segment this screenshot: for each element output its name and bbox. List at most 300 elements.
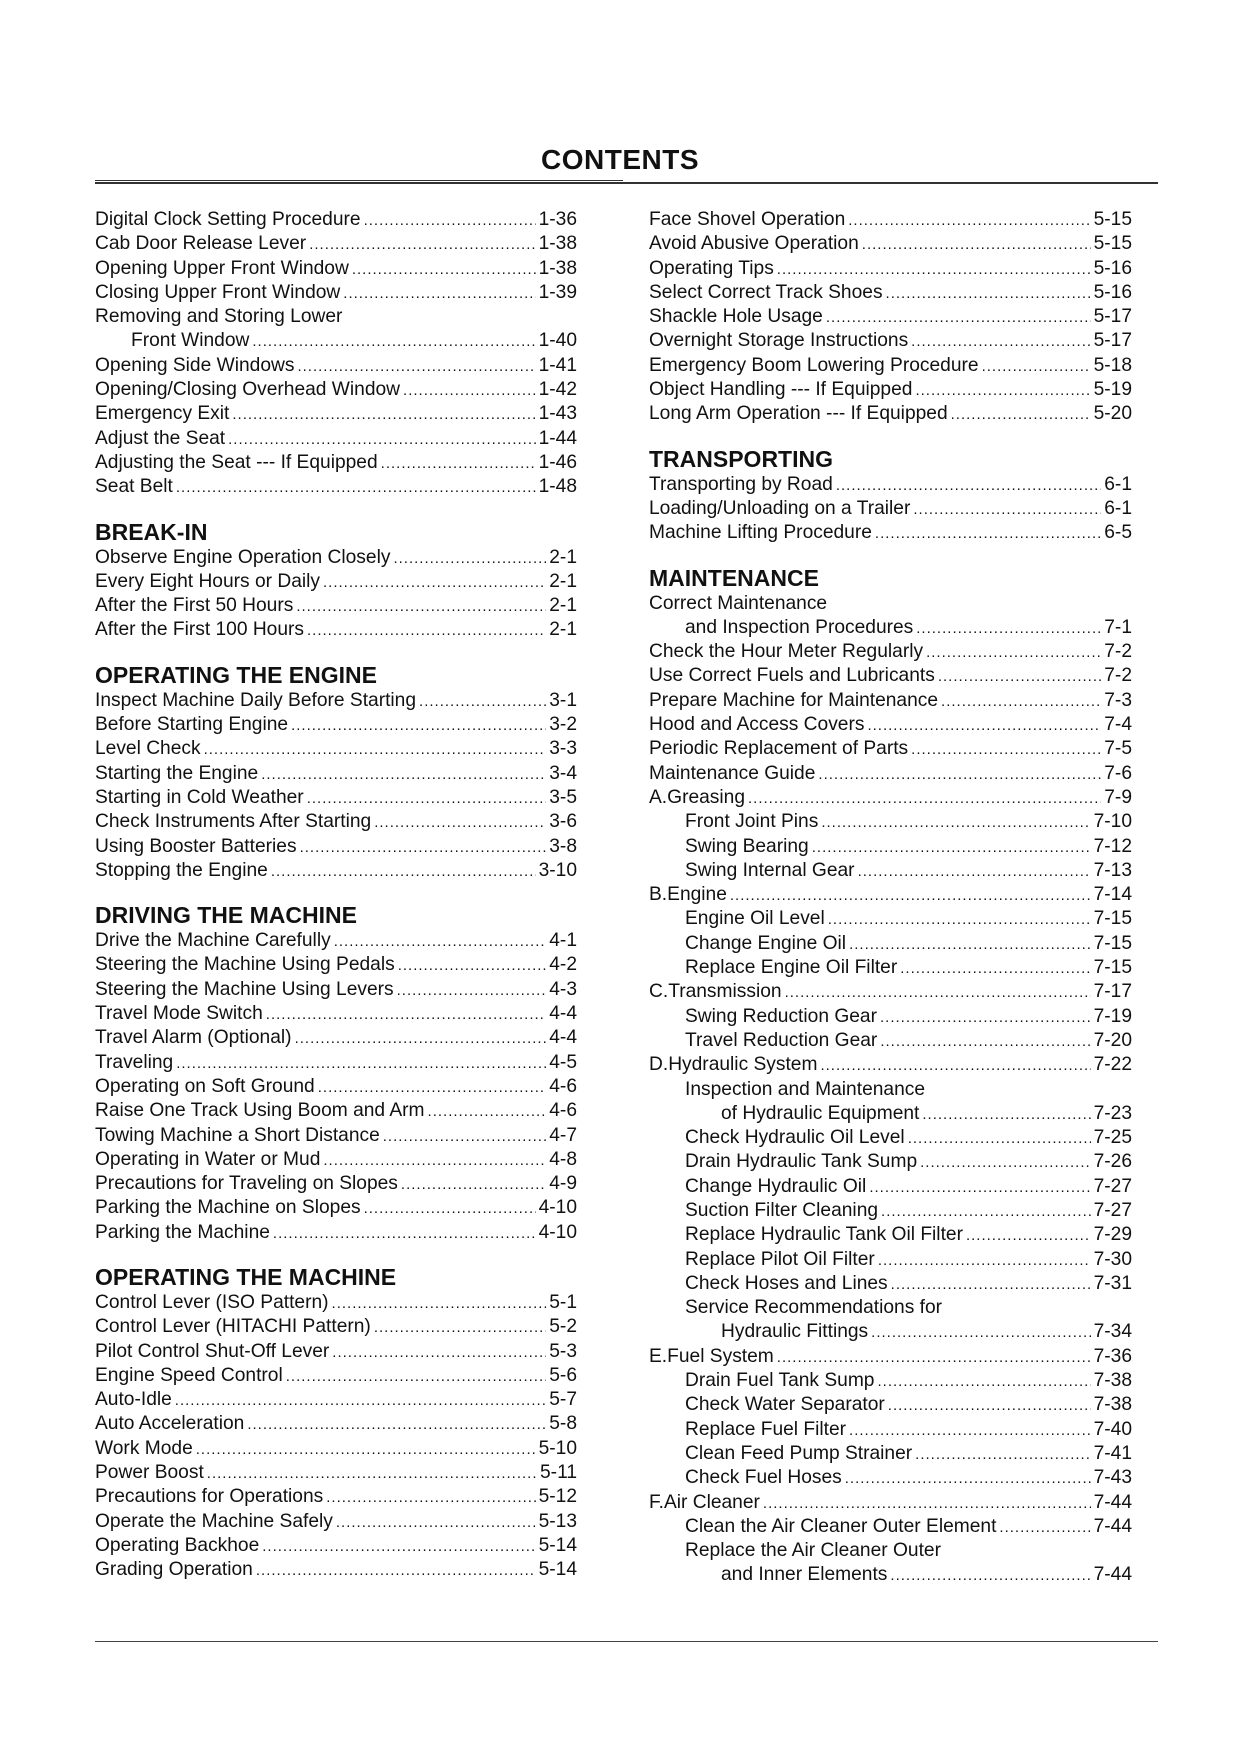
toc-entry-label: After the First 100 Hours — [95, 619, 305, 641]
toc-entry-page-number: 3-2 — [549, 714, 577, 736]
toc-entry[interactable] — [95, 329, 577, 353]
toc-entry-label: Service Recommendations for — [685, 1297, 943, 1319]
toc-entry[interactable] — [95, 1437, 577, 1461]
toc-entry-page-number: 4-4 — [549, 1027, 577, 1049]
toc-entry-continued[interactable] — [95, 305, 577, 329]
toc-entry-page-number: 6-1 — [1104, 473, 1132, 495]
toc-entry[interactable] — [95, 1461, 577, 1485]
toc-dot-leader — [812, 836, 1091, 860]
toc-entry-label: Check Instruments After Starting — [95, 811, 372, 833]
toc-dot-leader — [336, 1511, 536, 1535]
toc-entry[interactable] — [95, 929, 577, 953]
toc-dot-leader — [266, 1003, 546, 1027]
toc-entry[interactable] — [95, 1026, 577, 1050]
toc-entry-label: Auto-Idle — [95, 1389, 172, 1411]
toc-entry-page-number: 3-3 — [549, 738, 577, 760]
toc-dot-leader — [862, 233, 1091, 257]
toc-entry-letter: A. — [649, 786, 668, 808]
toc-entry-label: Operating Tips — [649, 257, 774, 279]
toc-entry[interactable] — [95, 1364, 577, 1388]
toc-entry-label: Precautions for Operations — [95, 1486, 324, 1508]
toc-dot-leader — [307, 787, 547, 811]
toc-dot-leader — [821, 811, 1090, 835]
toc-entry-page-number: 5-3 — [549, 1340, 577, 1362]
toc-entry[interactable] — [95, 1315, 577, 1339]
toc-entry[interactable] — [649, 281, 1132, 305]
toc-entry-label: Avoid Abusive Operation — [649, 233, 859, 255]
toc-section-operating-engine — [95, 689, 577, 883]
toc-entry[interactable] — [95, 1534, 577, 1558]
toc-entry-page-number: 5-13 — [538, 1510, 577, 1532]
toc-entry[interactable] — [649, 883, 1132, 907]
toc-section-maintenance — [649, 592, 1132, 1588]
toc-entry[interactable] — [95, 1051, 577, 1075]
toc-entry[interactable] — [95, 762, 577, 786]
toc-dot-leader — [334, 930, 547, 954]
toc-entry-label: Opening Upper Front Window — [95, 257, 349, 279]
toc-entry-label: Inspect Machine Daily Before Starting — [95, 689, 417, 711]
toc-entry[interactable] — [649, 1345, 1132, 1369]
toc-dot-leader — [915, 1443, 1090, 1467]
toc-dot-leader — [951, 403, 1091, 427]
toc-entry-label: Digital Clock Setting Procedure — [95, 209, 361, 230]
toc-dot-leader — [938, 665, 1101, 689]
toc-dot-leader — [401, 1173, 546, 1197]
toc-entry[interactable] — [95, 378, 577, 402]
toc-entry-label: Check Fuel Hoses — [685, 1467, 842, 1489]
toc-entry[interactable] — [95, 402, 577, 426]
toc-entry-page-number: 7-43 — [1093, 1467, 1132, 1489]
toc-dot-leader — [911, 738, 1101, 762]
toc-entry-label: Before Starting Engine — [95, 714, 289, 736]
toc-entry-label: of Hydraulic Equipment — [721, 1102, 920, 1124]
toc-entry[interactable] — [95, 618, 577, 642]
toc-entry[interactable] — [95, 1340, 577, 1364]
toc-dot-leader — [785, 981, 1091, 1005]
toc-entry[interactable] — [95, 1099, 577, 1123]
toc-entry[interactable] — [649, 1150, 1132, 1174]
toc-entry[interactable] — [649, 907, 1132, 931]
toc-entry-page-number: 3-5 — [549, 786, 577, 808]
toc-dot-leader — [763, 1492, 1091, 1516]
toc-entry-label: Overnight Storage Instructions — [649, 330, 909, 352]
toc-entry-page-number: 1-43 — [538, 403, 577, 425]
toc-entry-label: Steering the Machine Using Pedals — [95, 954, 395, 976]
toc-entry-page-number: 7-30 — [1093, 1248, 1132, 1270]
toc-entry[interactable] — [95, 1172, 577, 1196]
toc-entry[interactable] — [649, 329, 1132, 353]
toc-entry[interactable] — [649, 1005, 1132, 1029]
toc-entry-page-number: 6-1 — [1104, 497, 1132, 519]
toc-entry[interactable] — [95, 475, 577, 499]
toc-entry[interactable] — [649, 1223, 1132, 1247]
toc-entry-continued[interactable] — [649, 1296, 1132, 1320]
toc-entry-page-number: 5-14 — [538, 1559, 577, 1581]
toc-dot-leader — [908, 1127, 1091, 1151]
toc-dot-leader — [920, 1151, 1090, 1175]
toc-section-break-in — [95, 546, 577, 643]
toc-entry-label: Precautions for Traveling on Slopes — [95, 1173, 398, 1195]
toc-dot-leader — [307, 619, 546, 643]
toc-dot-leader — [777, 1346, 1091, 1370]
toc-entry[interactable] — [95, 546, 577, 570]
toc-entry-page-number: 7-6 — [1104, 762, 1132, 784]
toc-dot-leader — [374, 811, 546, 835]
toc-entry[interactable] — [649, 1248, 1132, 1272]
toc-entry[interactable] — [649, 859, 1132, 883]
toc-dot-leader — [273, 1222, 536, 1246]
toc-entry-label: Clean Feed Pump Strainer — [685, 1442, 913, 1464]
toc-dot-leader — [291, 714, 546, 738]
toc-entry[interactable] — [649, 1029, 1132, 1053]
toc-dot-leader — [900, 957, 1090, 981]
toc-entry-page-number: 5-1 — [549, 1291, 577, 1313]
toc-dot-leader — [849, 1419, 1091, 1443]
toc-dot-leader — [849, 933, 1091, 957]
toc-entry-page-number: 1-36 — [538, 209, 577, 230]
toc-entry[interactable] — [649, 1442, 1132, 1466]
toc-entry-label: Suction Filter Cleaning — [685, 1199, 879, 1221]
toc-entry-page-number: 5-14 — [538, 1534, 577, 1556]
toc-dot-leader — [915, 379, 1090, 403]
toc-entry-label: Opening/Closing Overhead Window — [95, 379, 401, 401]
toc-entry-page-number: 7-1 — [1104, 616, 1132, 638]
toc-entry[interactable] — [649, 1563, 1132, 1587]
toc-entry-page-number: 7-38 — [1093, 1370, 1132, 1392]
toc-dot-leader — [398, 954, 547, 978]
toc-entry[interactable] — [649, 1272, 1132, 1296]
toc-entry-label: Control Lever (ISO Pattern) — [95, 1291, 329, 1313]
toc-entry[interactable] — [649, 835, 1132, 859]
toc-entry-label: Hydraulic Fittings — [721, 1321, 869, 1343]
toc-dot-leader — [323, 571, 546, 595]
toc-dot-leader — [323, 1149, 546, 1173]
toc-entry-label: Front Window — [131, 330, 250, 352]
toc-entry[interactable] — [649, 521, 1132, 545]
toc-entry[interactable] — [649, 810, 1132, 834]
toc-entry-label: Observe Engine Operation Closely — [95, 546, 391, 568]
toc-entry[interactable] — [649, 1466, 1132, 1490]
toc-entry-label: Cab Door Release Lever — [95, 233, 307, 255]
toc-dot-leader — [262, 1535, 535, 1559]
toc-entry[interactable] — [649, 497, 1132, 521]
left-column — [95, 208, 577, 1583]
toc-entry[interactable] — [649, 1053, 1132, 1077]
toc-entry-page-number: 4-9 — [549, 1173, 577, 1195]
toc-entry-page-number: 7-22 — [1093, 1054, 1132, 1076]
toc-entry[interactable] — [95, 1221, 577, 1245]
toc-entry-label: Parking the Machine — [95, 1221, 270, 1243]
toc-entry[interactable] — [649, 1393, 1132, 1417]
toc-entry[interactable] — [95, 594, 577, 618]
toc-entry-page-number: 7-15 — [1093, 957, 1132, 979]
toc-entry[interactable] — [649, 737, 1132, 761]
toc-entry-label: Hydraulic System — [668, 1054, 818, 1076]
toc-entry[interactable] — [95, 859, 577, 883]
toc-entry-page-number: 7-14 — [1093, 884, 1132, 906]
toc-entry[interactable] — [95, 281, 577, 305]
toc-section-cab — [95, 208, 577, 500]
toc-entry-page-number: 1-42 — [538, 379, 577, 401]
toc-entry-page-number: 7-26 — [1093, 1151, 1132, 1173]
toc-dot-leader — [869, 1176, 1090, 1200]
toc-entry-page-number: 4-6 — [549, 1100, 577, 1122]
toc-dot-leader — [875, 522, 1101, 546]
toc-entry-label: Auto Acceleration — [95, 1413, 245, 1435]
toc-dot-leader — [309, 233, 535, 257]
toc-entry-label: Emergency Exit — [95, 403, 230, 425]
toc-entry[interactable] — [649, 1199, 1132, 1223]
toc-dot-leader — [836, 474, 1101, 498]
toc-entry-label: Engine Speed Control — [95, 1364, 283, 1386]
toc-entry[interactable] — [649, 640, 1132, 664]
toc-entry-page-number: 5-11 — [540, 1462, 577, 1484]
toc-entry[interactable] — [95, 208, 577, 232]
toc-entry-label: Starting the Engine — [95, 762, 259, 784]
toc-entry-label: Grading Operation — [95, 1559, 253, 1581]
toc-entry[interactable] — [649, 257, 1132, 281]
toc-dot-leader — [419, 690, 546, 714]
toc-entry[interactable] — [649, 1102, 1132, 1126]
toc-entry-page-number: 7-44 — [1093, 1491, 1132, 1513]
toc-entry-continued[interactable] — [649, 1539, 1132, 1563]
toc-entry-label: Loading/Unloading on a Trailer — [649, 497, 911, 519]
toc-entry-page-number: 4-10 — [538, 1221, 577, 1243]
toc-dot-leader — [428, 1100, 547, 1124]
toc-dot-leader — [228, 428, 535, 452]
toc-entry-page-number: 3-10 — [538, 859, 577, 881]
toc-entry-page-number: 7-44 — [1093, 1564, 1132, 1586]
toc-entry[interactable] — [95, 810, 577, 834]
toc-dot-leader — [913, 498, 1101, 522]
toc-entry-page-number: 7-36 — [1093, 1345, 1132, 1367]
toc-entry-label: Steering the Machine Using Levers — [95, 978, 394, 1000]
toc-dot-leader — [300, 836, 547, 860]
title-rule — [95, 182, 1158, 184]
toc-entry-label: Seat Belt — [95, 476, 173, 498]
toc-entry-page-number: 5-8 — [549, 1413, 577, 1435]
toc-entry-page-number: 4-10 — [538, 1197, 577, 1219]
toc-entry-label: Operate the Machine Safely — [95, 1510, 333, 1532]
toc-entry-page-number: 5-20 — [1093, 403, 1132, 425]
toc-dot-leader — [982, 355, 1091, 379]
toc-entry[interactable] — [649, 1369, 1132, 1393]
toc-dot-leader — [911, 330, 1090, 354]
toc-entry[interactable] — [95, 713, 577, 737]
toc-dot-leader — [966, 1224, 1091, 1248]
toc-entry-page-number: 5-2 — [549, 1316, 577, 1338]
toc-entry-label: Drive the Machine Carefully — [95, 930, 331, 952]
toc-entry-label: Machine Lifting Procedure — [649, 522, 872, 544]
toc-entry-label: Removing and Storing Lower — [95, 306, 343, 328]
toc-entry[interactable] — [95, 1196, 577, 1220]
toc-entry-page-number: 3-6 — [549, 811, 577, 833]
toc-entry-continued[interactable] — [649, 1078, 1132, 1102]
toc-entry[interactable] — [649, 1515, 1132, 1539]
right-column — [649, 208, 1132, 1588]
toc-entry[interactable] — [95, 1148, 577, 1172]
toc-entry-label: Change Hydraulic Oil — [685, 1175, 867, 1197]
toc-entry[interactable] — [95, 451, 577, 475]
toc-entry[interactable] — [95, 427, 577, 451]
toc-entry-page-number: 7-40 — [1093, 1418, 1132, 1440]
toc-entry[interactable] — [649, 713, 1132, 737]
toc-dot-leader — [383, 1125, 547, 1149]
toc-entry-page-number: 5-19 — [1093, 379, 1132, 401]
toc-entry-label: Long Arm Operation --- If Equipped — [649, 403, 948, 425]
toc-entry[interactable] — [95, 354, 577, 378]
toc-dot-leader — [286, 1365, 547, 1389]
toc-entry-page-number: 7-9 — [1104, 786, 1132, 808]
toc-entry[interactable] — [649, 664, 1132, 688]
toc-entry[interactable] — [95, 835, 577, 859]
toc-entry[interactable] — [649, 616, 1132, 640]
toc-entry-page-number: 3-1 — [549, 689, 577, 711]
toc-entry-page-number: 1-38 — [538, 257, 577, 279]
toc-entry-page-number: 5-16 — [1093, 257, 1132, 279]
toc-entry-page-number: 7-4 — [1104, 714, 1132, 736]
toc-entry[interactable] — [95, 257, 577, 281]
toc-dot-leader — [999, 1516, 1090, 1540]
toc-dot-leader — [881, 1200, 1091, 1224]
toc-entry[interactable] — [649, 1320, 1132, 1344]
toc-entry-label: Replace Hydraulic Tank Oil Filter — [685, 1224, 963, 1246]
toc-entry-label: Engine Oil Level — [685, 908, 825, 930]
toc-entry-page-number: 5-10 — [538, 1437, 577, 1459]
toc-entry-page-number: 5-16 — [1093, 281, 1132, 303]
toc-entry-label: Replace Pilot Oil Filter — [685, 1248, 875, 1270]
toc-dot-leader — [397, 979, 547, 1003]
toc-entry-label: Swing Reduction Gear — [685, 1005, 877, 1027]
toc-entry[interactable] — [649, 232, 1132, 256]
toc-entry-label: Check the Hour Meter Regularly — [649, 641, 924, 663]
toc-entry-label: Front Joint Pins — [685, 811, 819, 833]
toc-entry[interactable] — [649, 932, 1132, 956]
toc-entry[interactable] — [649, 354, 1132, 378]
toc-entry[interactable] — [649, 980, 1132, 1004]
toc-dot-leader — [916, 617, 1101, 641]
toc-entry[interactable] — [95, 737, 577, 761]
toc-dot-leader — [941, 690, 1101, 714]
toc-entry[interactable] — [95, 1412, 577, 1436]
toc-dot-leader — [175, 1389, 546, 1413]
toc-dot-leader — [403, 379, 536, 403]
toc-entry-page-number: 1-39 — [538, 281, 577, 303]
toc-entry[interactable] — [649, 305, 1132, 329]
toc-entry[interactable] — [95, 1002, 577, 1026]
toc-entry-label: Travel Reduction Gear — [685, 1029, 878, 1051]
toc-dot-leader — [922, 1103, 1090, 1127]
toc-entry-page-number: 5-18 — [1093, 354, 1132, 376]
toc-entry[interactable] — [649, 689, 1132, 713]
toc-entry-page-number: 7-29 — [1093, 1224, 1132, 1246]
toc-entry-label: Emergency Boom Lowering Procedure — [649, 354, 979, 376]
toc-entry[interactable] — [95, 953, 577, 977]
toc-entry[interactable] — [95, 1291, 577, 1315]
toc-entry-page-number: 5-15 — [1093, 233, 1132, 255]
toc-entry[interactable] — [649, 1491, 1132, 1515]
toc-entry-continued[interactable] — [649, 592, 1132, 616]
toc-entry-label: Check Hoses and Lines — [685, 1272, 888, 1294]
toc-entry-label: Maintenance Guide — [649, 762, 816, 784]
toc-entry-page-number: 4-7 — [549, 1124, 577, 1146]
toc-entry-page-number: 5-7 — [549, 1389, 577, 1411]
toc-entry-label: Replace the Air Cleaner Outer — [685, 1540, 941, 1562]
toc-dot-leader — [247, 1413, 546, 1437]
toc-entry-page-number: 4-4 — [549, 1003, 577, 1025]
toc-dot-leader — [878, 1249, 1091, 1273]
toc-entry-letter: F. — [649, 1491, 664, 1513]
toc-entry[interactable] — [649, 1418, 1132, 1442]
toc-dot-leader — [891, 1273, 1091, 1297]
toc-entry-label: Traveling — [95, 1051, 174, 1073]
toc-entry[interactable] — [649, 473, 1132, 497]
toc-entry[interactable] — [95, 978, 577, 1002]
toc-dot-leader — [381, 452, 536, 476]
toc-dot-leader — [232, 403, 535, 427]
toc-entry[interactable] — [95, 1388, 577, 1412]
toc-entry[interactable] — [649, 378, 1132, 402]
toc-entry[interactable] — [649, 762, 1132, 786]
toc-entry-page-number: 7-23 — [1093, 1102, 1132, 1124]
toc-entry[interactable] — [649, 208, 1132, 232]
toc-entry[interactable] — [95, 232, 577, 256]
toc-dot-leader — [748, 787, 1101, 811]
toc-dot-leader — [858, 860, 1091, 884]
toc-entry-label: Using Booster Batteries — [95, 835, 297, 857]
toc-entry[interactable] — [95, 1075, 577, 1099]
toc-entry-label: Correct Maintenance — [649, 592, 828, 614]
toc-entry[interactable] — [95, 689, 577, 713]
toc-dot-leader — [871, 1321, 1090, 1345]
toc-entry[interactable] — [649, 956, 1132, 980]
toc-entry-label: Raise One Track Using Boom and Arm — [95, 1100, 425, 1122]
toc-entry-page-number: 4-6 — [549, 1075, 577, 1097]
toc-entry-label: Transmission — [668, 981, 782, 1003]
toc-entry-letter: C. — [649, 981, 669, 1003]
toc-entry[interactable] — [649, 402, 1132, 426]
toc-dot-leader — [393, 547, 546, 571]
toc-dot-leader — [818, 763, 1101, 787]
toc-entry-page-number: 7-12 — [1093, 835, 1132, 857]
toc-entry[interactable] — [649, 1175, 1132, 1199]
toc-dot-leader — [176, 476, 536, 500]
toc-entry[interactable] — [95, 1558, 577, 1582]
toc-entry-page-number: 5-6 — [549, 1364, 577, 1386]
toc-dot-leader — [207, 1462, 537, 1486]
toc-entry[interactable] — [649, 786, 1132, 810]
toc-entry-page-number: 7-5 — [1104, 738, 1132, 760]
toc-entry-label: Use Correct Fuels and Lubricants — [649, 665, 935, 687]
toc-dot-leader — [318, 1076, 547, 1100]
toc-entry-page-number: 3-4 — [549, 762, 577, 784]
toc-entry-label: Periodic Replacement of Parts — [649, 738, 909, 760]
toc-dot-leader — [777, 258, 1091, 282]
toc-entry[interactable] — [95, 570, 577, 594]
toc-dot-leader — [867, 714, 1101, 738]
toc-entry-page-number: 7-15 — [1093, 908, 1132, 930]
toc-entry[interactable] — [95, 1510, 577, 1534]
toc-entry-page-number: 2-1 — [549, 546, 577, 568]
toc-entry-label: Parking the Machine on Slopes — [95, 1197, 361, 1219]
toc-entry[interactable] — [95, 1485, 577, 1509]
toc-entry-page-number: 7-25 — [1093, 1127, 1132, 1149]
toc-entry[interactable] — [649, 1126, 1132, 1150]
toc-entry[interactable] — [95, 786, 577, 810]
toc-entry[interactable] — [95, 1124, 577, 1148]
toc-dot-leader — [332, 1341, 546, 1365]
toc-entry-label: Object Handling --- If Equipped — [649, 379, 913, 401]
